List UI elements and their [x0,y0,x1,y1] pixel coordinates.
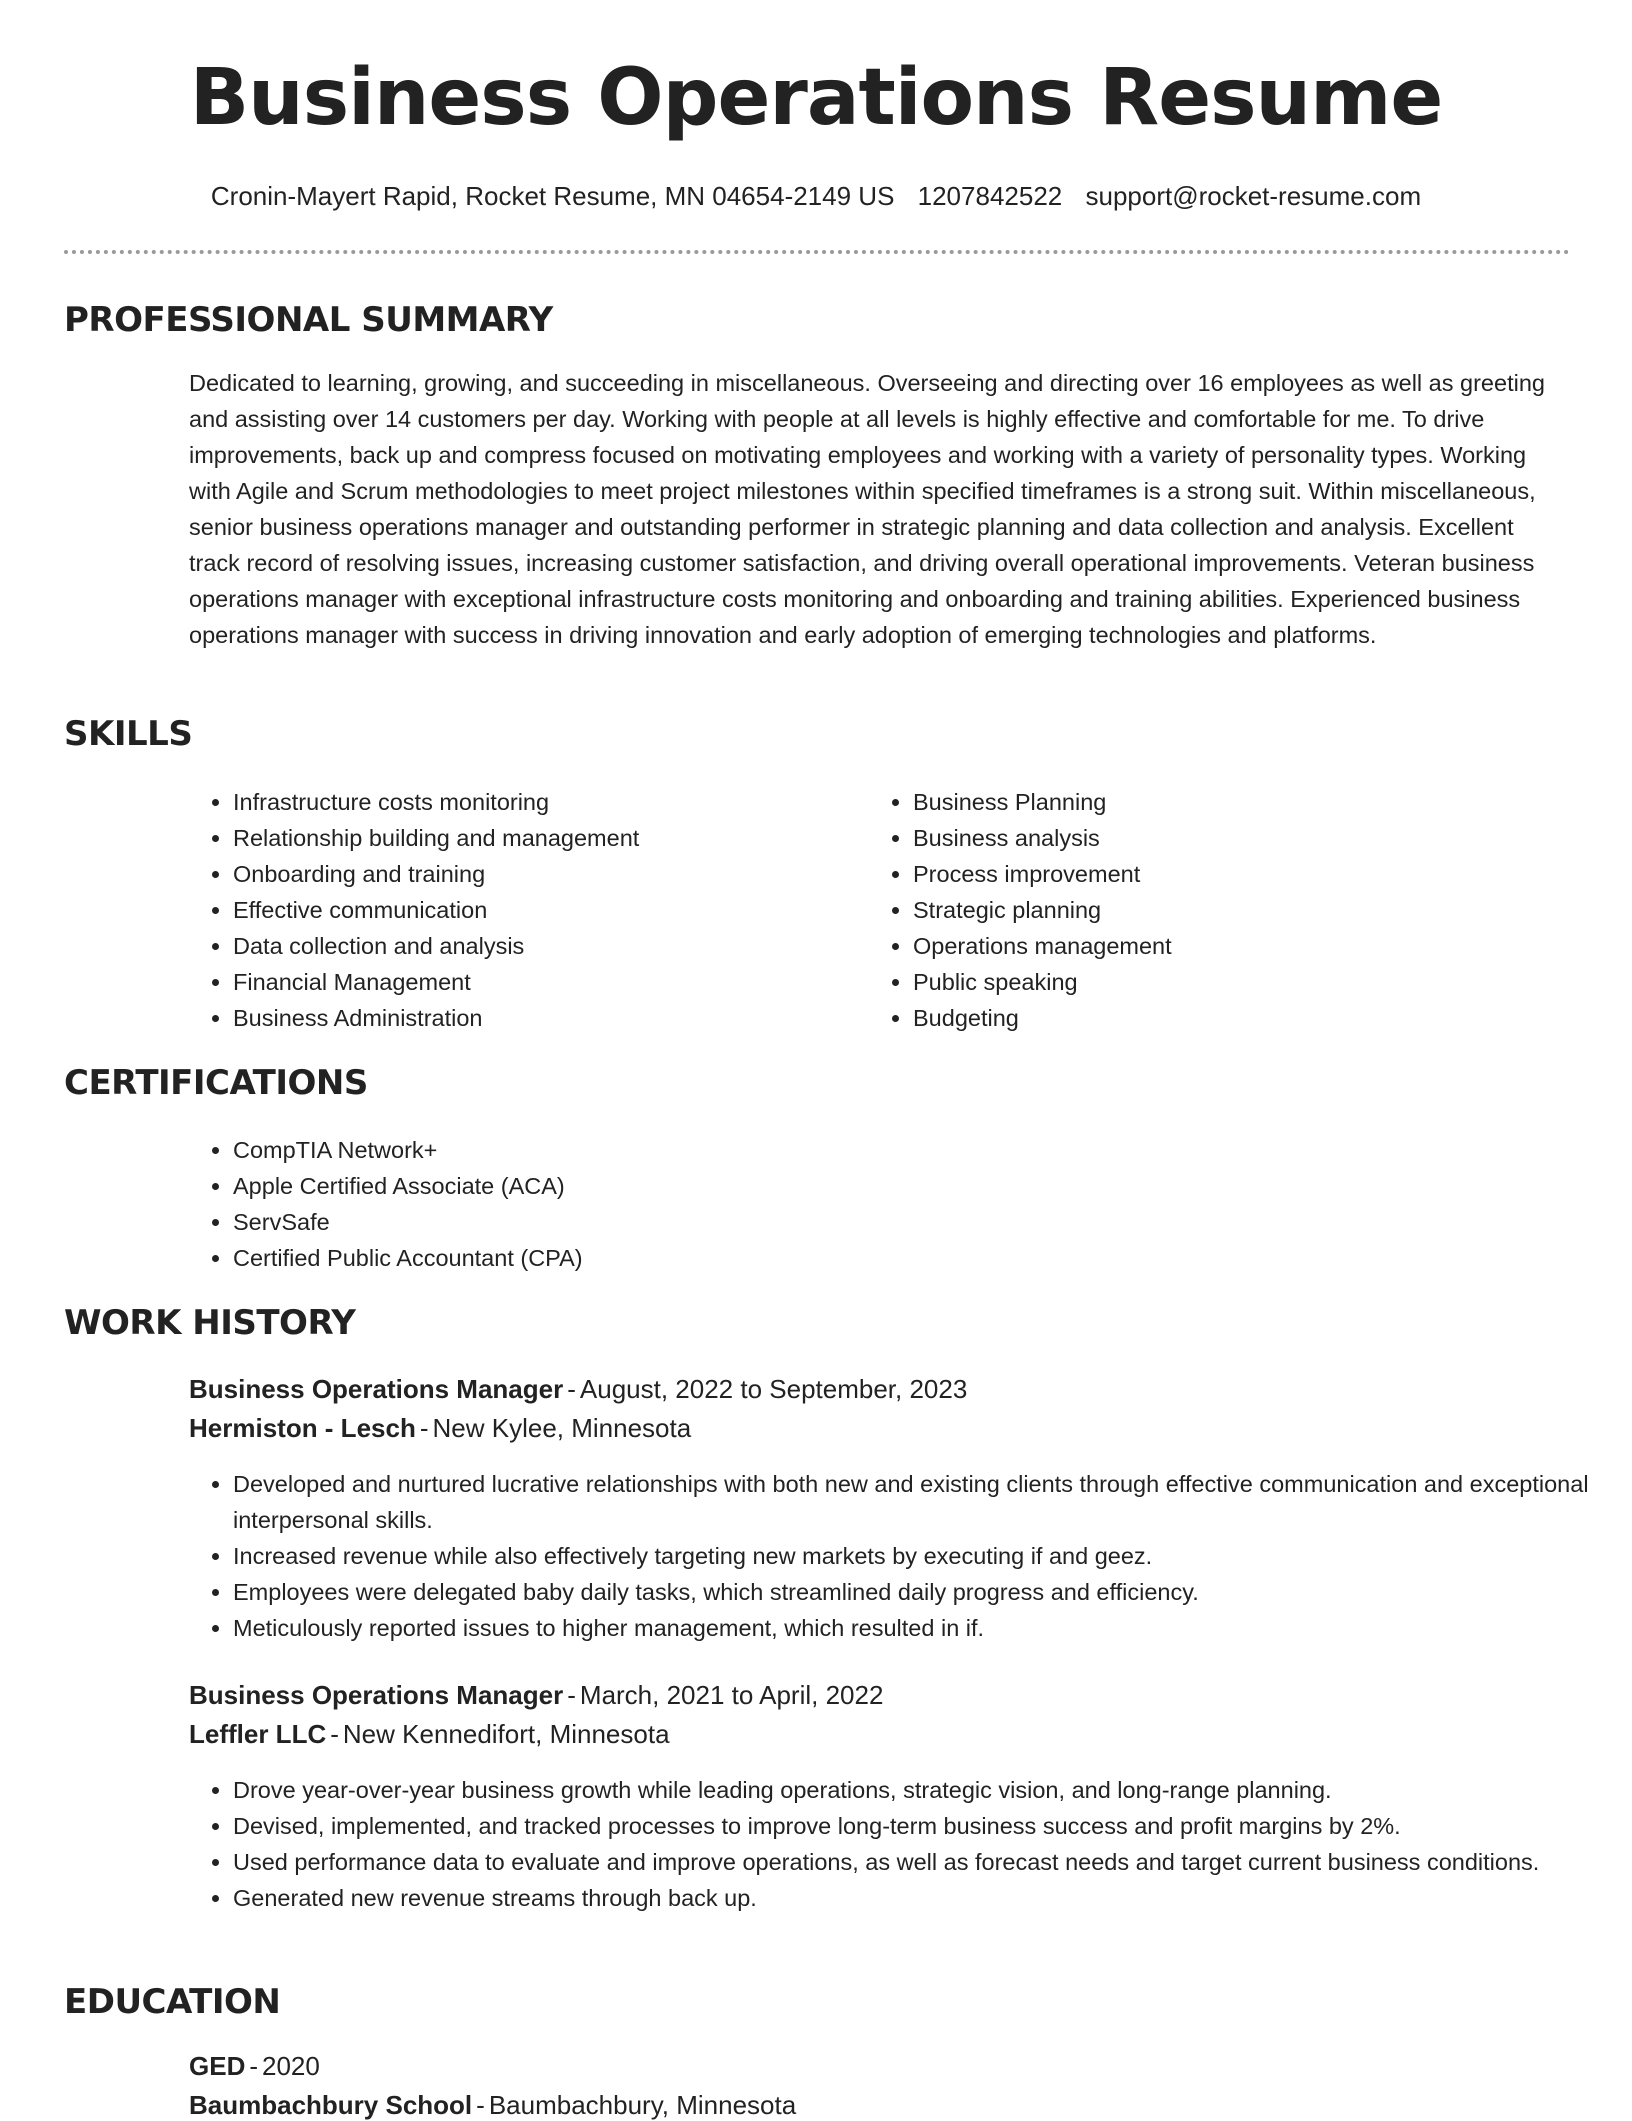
list-item: • Infrastructure costs monitoring [233,784,853,820]
education-year: 2020 [262,2051,320,2081]
job-location: New Kylee, Minnesota [432,1413,692,1443]
list-item: • ServSafe [233,1204,1533,1240]
job-location: New Kennedifort, Minnesota [342,1719,670,1749]
list-item: • Public speaking [913,964,1533,1000]
contact-line [0,181,1632,212]
list-item: • Used performance data to evaluate and improve operations, as well as forecast needs and target current business conditions. [233,1844,1603,1880]
job-bullets [189,1466,1603,1646]
list-item: • Relationship building and management [233,820,853,856]
list-item: • CompTIA Network+ [233,1132,1533,1168]
contact-email[interactable]: support@rocket-resume.com [1085,181,1422,211]
work-history-heading: WORK HISTORY [64,1303,356,1343]
job-company: Hermiston - Lesch [189,1413,416,1443]
education-school: Baumbachbury School [189,2090,473,2120]
list-item: • Employees were delegated baby daily tasks, which streamlined daily progress and efficiency. [233,1574,1603,1610]
summary-text: Dedicated to learning, growing, and succeeding in miscellaneous. Overseeing and directing over 16 employees as well as greeting and assisting over 14 customers per day. Working with people at all levels is highly effective and comfortable for me. To drive improvements, back up and compress focused on motivating employees and working with a variety of personality types. Working with Agile and Scrum methodologies to meet project milestones within specified timeframes is a strong suit. Within miscellaneous, senior business operations manager and outstanding performer in strategic planning and data collection and analysis. Excellent track record of resolving issues, increasing customer satisfaction, and driving overall operational improvements. Veteran business operations manager with exceptional infrastructure costs monitoring and onboarding and training abilities. Experienced business operations manager with success in driving innovation and early adoption of emerging technologies and platforms. [189,370,1545,648]
list-item: • Onboarding and training [233,856,853,892]
list-item: • Devised, implemented, and tracked processes to improve long-term business success and profit margins by 2%. [233,1808,1603,1844]
list-item: • Apple Certified Associate (ACA) [233,1168,1533,1204]
job-title: Business Operations Manager [189,1680,564,1710]
list-item: • Budgeting [913,1000,1533,1036]
education-heading: EDUCATION [64,1982,281,2022]
education-location: Baumbachbury, Minnesota [488,2090,797,2120]
list-item: • Generated new revenue streams through back up. [233,1880,1603,1916]
list-item: • Financial Management [233,964,853,1000]
list-item: • Process improvement [913,856,1533,892]
job-company: Leffler LLC [189,1719,327,1749]
list-item: • Business Administration [233,1000,853,1036]
certifications-list [189,1132,1533,1276]
job-title-line: Business Operations Manager - August, 2022 to September, 2023 [189,1374,968,1404]
summary-heading: PROFESSIONAL SUMMARY [64,300,553,340]
list-item: • Data collection and analysis [233,928,853,964]
education-school-line: Baumbachbury School - Baumbachbury, Minnesota [189,2090,797,2120]
list-item: • Meticulously reported issues to higher management, which resulted in if. [233,1610,1603,1646]
certifications-heading: CERTIFICATIONS [64,1063,368,1103]
list-item: • Business analysis [913,820,1533,856]
job-dates: March, 2021 to April, 2022 [579,1680,884,1710]
skills-list-left [189,784,853,1036]
list-item: • Operations management [913,928,1533,964]
education-degree: GED [189,2051,246,2081]
contact-phone: 1207842522 [917,181,1063,211]
list-item: • Business Planning [913,784,1533,820]
list-item: • Developed and nurtured lucrative relationships with both new and existing clients through effective communication and exceptional interpersonal skills. [233,1466,1603,1538]
skills-list-right [869,784,1533,1036]
skills-heading: SKILLS [64,714,193,754]
job-company-line: Hermiston - Lesch - New Kylee, Minnesota [189,1413,692,1443]
job-bullets [189,1772,1603,1916]
list-item: • Strategic planning [913,892,1533,928]
contact-address: Cronin-Mayert Rapid, Rocket Resume, MN 04654-2149 US [210,181,895,211]
list-item: • Certified Public Accountant (CPA) [233,1240,1533,1276]
job-company-line: Leffler LLC - New Kennedifort, Minnesota [189,1719,670,1749]
education-degree-line: GED - 2020 [189,2051,320,2081]
list-item: • Drove year-over-year business growth while leading operations, strategic vision, and long-range planning. [233,1772,1603,1808]
header-divider [64,250,1570,254]
job-title: Business Operations Manager [189,1374,564,1404]
job-title-line: Business Operations Manager - March, 2021 to April, 2022 [189,1680,884,1710]
list-item: • Increased revenue while also effectively targeting new markets by executing if and geez. [233,1538,1603,1574]
list-item: • Effective communication [233,892,853,928]
resume-title: Business Operations Resume [189,53,1443,143]
job-dates: August, 2022 to September, 2023 [579,1374,968,1404]
